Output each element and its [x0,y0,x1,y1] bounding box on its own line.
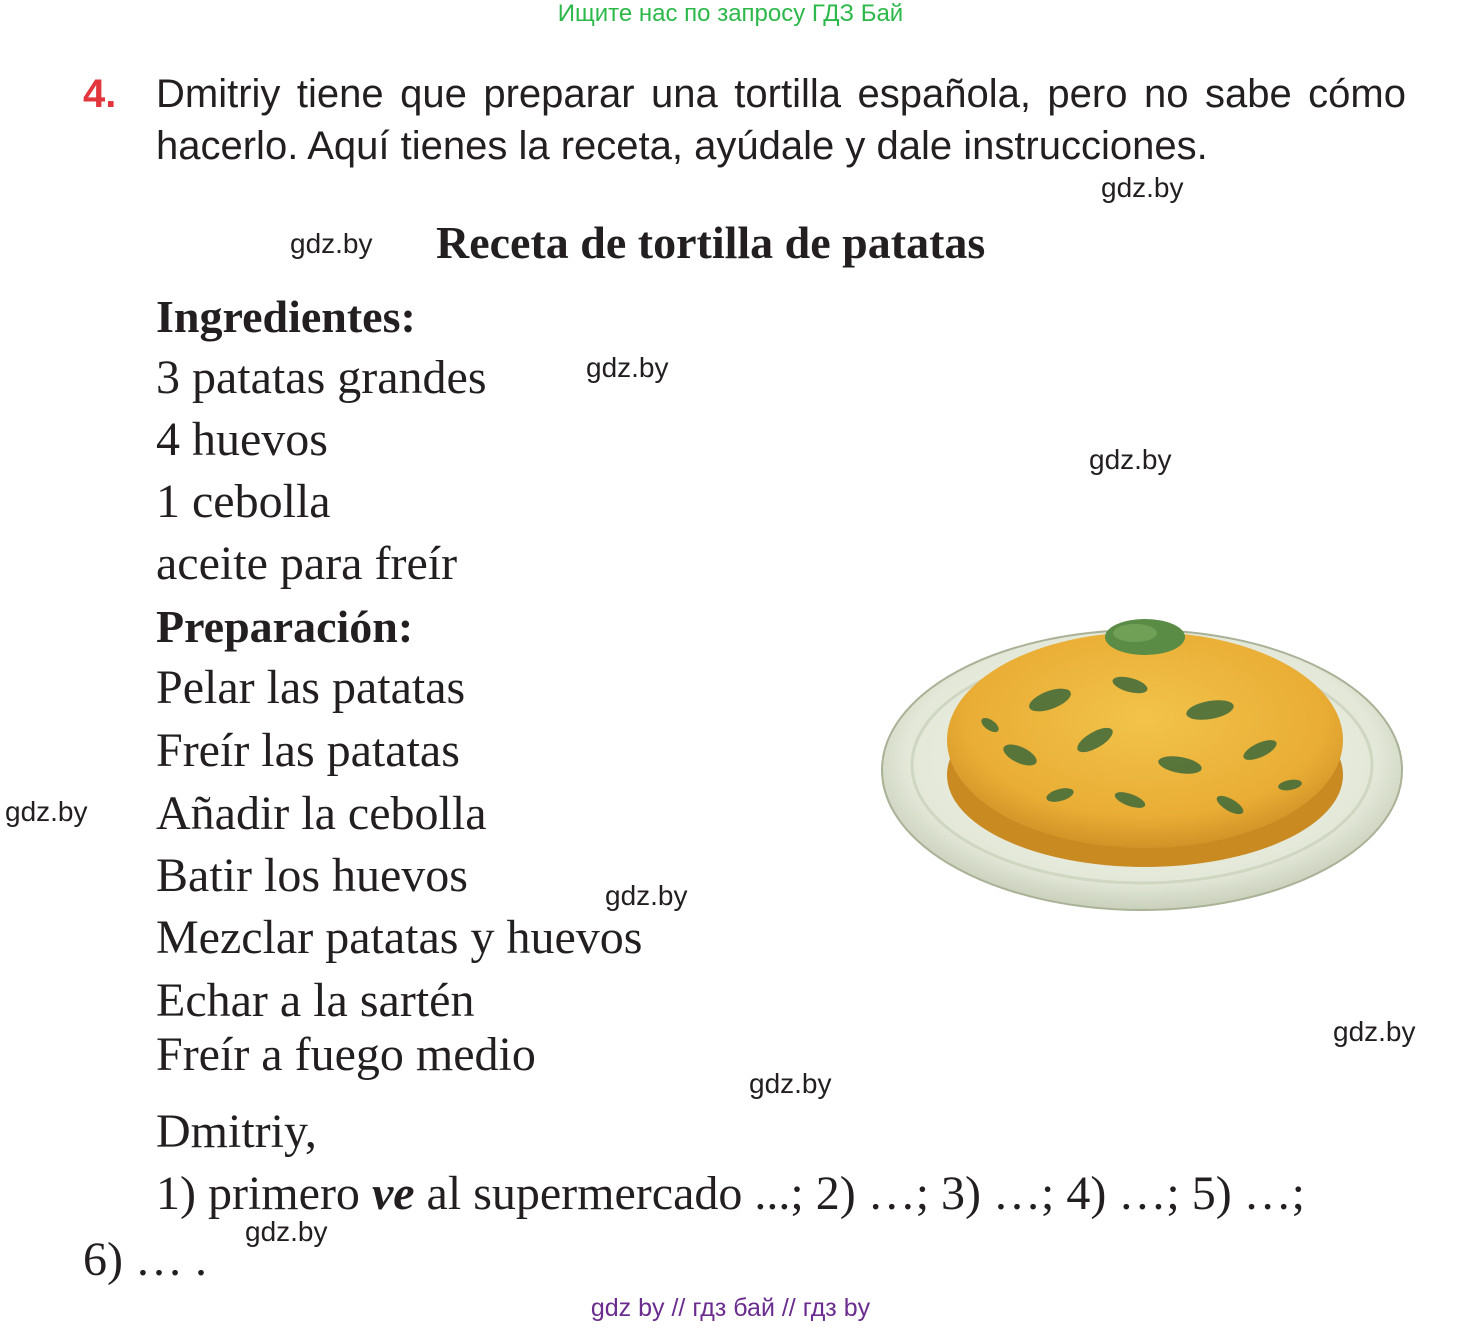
watermark: gdz.by [1101,172,1184,203]
task-number: 4. [83,72,117,116]
ingredient-item: 1 cebolla [156,475,331,528]
watermark: gdz.by [5,796,88,827]
top-banner: Ищите нас по запросу ГДЗ Бай [557,0,904,27]
preparation-step: Mezclar patatas y huevos [156,911,643,964]
watermark: gdz.by [586,352,669,383]
ingredient-item: 4 huevos [156,413,328,466]
watermark: gdz.by [1333,1016,1416,1047]
ingredients-heading: Ingredientes: [156,291,416,342]
watermark: gdz.by [290,228,373,259]
preparation-step: Batir los huevos [156,849,468,902]
answer-end: al supermercado ...; 2) …; 3) …; 4) …; 5) …; [414,1167,1306,1220]
preparation-heading: Preparación: [156,601,414,652]
watermark: gdz.by [749,1068,832,1099]
footer: gdz by // гдз бай // гдз by [590,1294,871,1322]
ingredient-item: 3 patatas grandes [156,351,487,404]
answer-start: 1) primero [156,1167,372,1220]
recipe-title: Receta de tortilla de patatas [436,217,986,268]
preparation-step: Freír a fuego medio [156,1028,536,1081]
answer-continuation: 6) … . [83,1233,207,1286]
watermark: gdz.by [1089,444,1172,475]
watermark: gdz.by [605,880,688,911]
watermark: gdz.by [245,1216,328,1247]
tortilla-top [947,632,1343,848]
preparation-step: Pelar las patatas [156,661,466,714]
preparation-step: Añadir la cebolla [156,787,487,840]
ingredient-item: aceite para freír [156,537,458,590]
tortilla-plate-image [880,615,1410,915]
answer-greeting: Dmitriy, [156,1105,317,1158]
preparation-step: Freír las patatas [156,724,460,777]
preparation-step: Echar a la sartén [156,974,475,1027]
answer-line [156,1166,1305,1221]
task-instructions: Dmitriy tiene que preparar una tortilla española, pero no sabe cómo hacerlo. Aquí tienes la receta, ayúdale y dale instrucciones. [156,72,1406,168]
answer-verb: ve [371,1167,415,1220]
